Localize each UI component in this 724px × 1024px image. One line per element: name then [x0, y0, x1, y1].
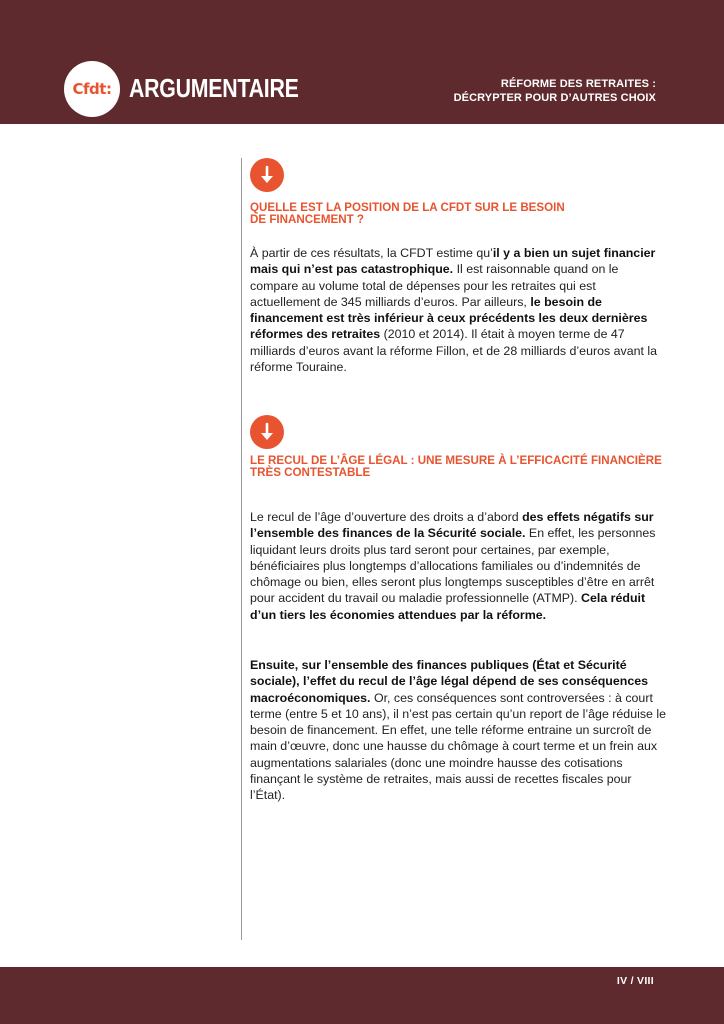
text-run: À partir de ces résultats, la CFDT estime qu’	[250, 246, 493, 260]
text-run: Il est raisonnable quand on le compare au volume total de dépenses pour les retraites qui est actuellement de 345 milliards d’euros. Par ailleurs,	[250, 262, 619, 309]
text-run: Or, ces conséquences sont controversées : à court terme (entre 5 et 10 ans), il n’est pas certain qu’un report de l’âge réduise le besoin de financement. En effet, une telle réforme entraine un surcroît de main d’œuvre, donc une hausse du chômage à court terme et un frein aux augmentations salariales (donc une moindre hausse des cotisations finançant le système de retraites, mais aussi de recettes fiscales pour l’État).	[250, 690, 667, 803]
section-title-line: TRÈS CONTESTABLE	[250, 466, 371, 479]
document-subtitle	[454, 77, 656, 105]
text-run: Le recul de l’âge d’ouverture des droits a d’abord	[250, 510, 523, 524]
text-run: (2010 et 2014). Il était à moyen terme de 47 milliards d’euros avant la réforme Fillon, et de 28 milliards d’euros avant la réforme Touraine.	[250, 327, 658, 375]
paragraph	[250, 245, 668, 375]
section-title	[250, 202, 670, 226]
page-number: IV / VIII	[616, 975, 654, 987]
bold-run: il y a bien un sujet financier mais qui n’est pas catastrophique.	[250, 246, 656, 277]
subtitle-line-1: RÉFORME DES RETRAITES :	[500, 78, 656, 90]
bold-run: des effets négatifs sur l’ensemble des finances de la Sécurité sociale.	[250, 510, 654, 541]
vertical-rule	[241, 158, 242, 940]
paragraph	[250, 657, 668, 804]
bold-run: le besoin de financement est très inférieur à ceux précédents les deux dernières réformes des retraites	[250, 294, 648, 342]
arrow-down-icon	[250, 415, 284, 449]
document-title: ARGUMENTAIRE	[129, 73, 299, 103]
bold-run: Cela réduit d’un tiers les économies attendues par la réforme.	[250, 591, 646, 622]
cfdt-logo	[64, 61, 120, 117]
bold-run: Ensuite, sur l’ensemble des finances publiques (État et Sécurité sociale), l’effet du recul de l’âge légal dépend de ses conséquences macroéconomiques.	[250, 658, 649, 705]
section-title	[250, 455, 670, 479]
section-title-line: LE RECUL DE L’ÂGE LÉGAL : UNE MESURE À L’EFFICACITÉ FINANCIÈRE	[250, 454, 662, 467]
subtitle-line-2: DÉCRYPTER POUR D’AUTRES CHOIX	[453, 92, 656, 104]
footer-banner	[0, 967, 724, 1024]
logo-text: Cfdt:	[72, 80, 112, 98]
arrow-down-icon	[250, 158, 284, 192]
paragraph	[250, 509, 668, 623]
text-run: En effet, les personnes liquidant leurs droits plus tard seront pour certaines, par exemple, bénéficiaires plus longtemps d’allocations familiales ou d’indemnités de chômage ou bien, elles seront plus longtemps susceptibles d’être en arrêt pour accident du travail ou maladie professionnelle (ATMP).	[250, 526, 656, 606]
section-title-line: QUELLE EST LA POSITION DE LA CFDT SUR LE BESOIN	[250, 201, 565, 214]
section-title-line: DE FINANCEMENT ?	[250, 213, 365, 226]
